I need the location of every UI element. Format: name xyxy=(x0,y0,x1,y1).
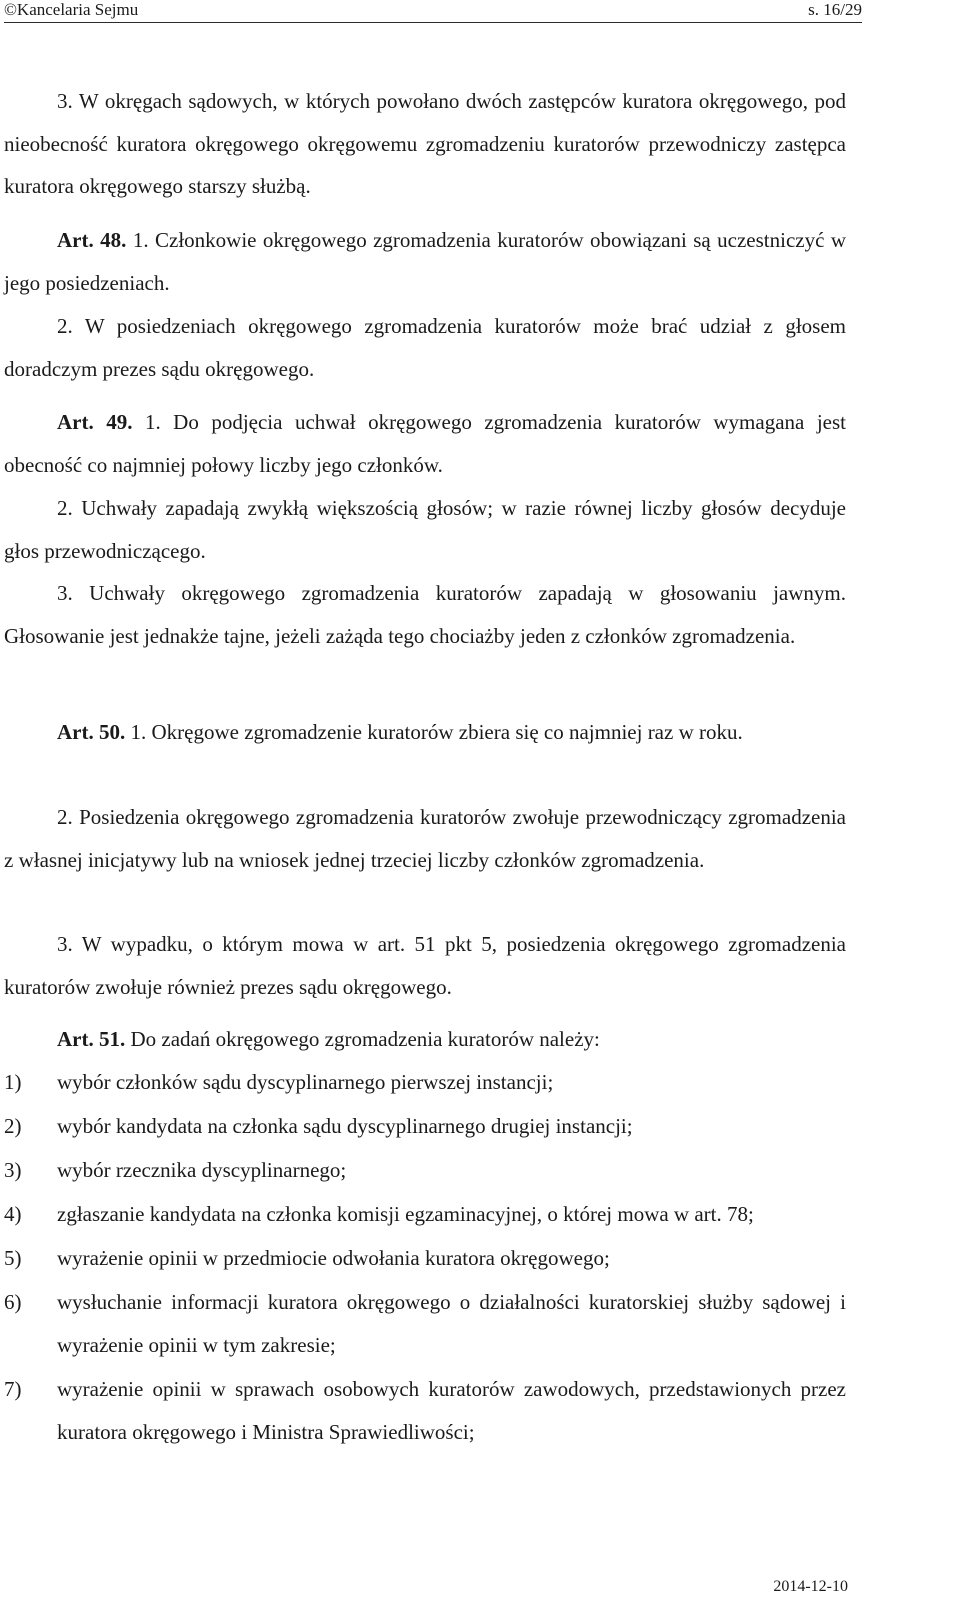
art49-label: Art. 49. xyxy=(57,410,133,434)
art48-text-1: 1. Członkowie okręgowego zgromadzenia kuratorów obowiązani są uczestniczyć w jego posiedzeniach. xyxy=(4,228,847,295)
list-item-number: 6) xyxy=(4,1290,22,1314)
list-item-text: wyrażenie opinii w sprawach osobowych kuratorów zawodowych, przedstawionych przez kuratora okręgowego i Ministra Sprawiedliwości; xyxy=(57,1377,846,1444)
art48-label: Art. 48. xyxy=(57,228,127,252)
list-item-text: wybór kandydata na członka sądu dyscyplinarnego drugiej instancji; xyxy=(57,1114,633,1138)
list-item-text: wybór rzecznika dyscyplinarnego; xyxy=(57,1158,347,1182)
page-header xyxy=(4,0,862,22)
list-item xyxy=(4,1193,846,1236)
art49-text-1: 1. Do podjęcia uchwał okręgowego zgromadzenia kuratorów wymagana jest obecność co najmniej połowy liczby jego członków. xyxy=(4,410,847,477)
art50-label: Art. 50. xyxy=(57,720,126,744)
art51-intro-text: Do zadań okręgowego zgromadzenia kuratorów należy: xyxy=(125,1027,600,1051)
art50-paragraph-2: 2. Posiedzenia okręgowego zgromadzenia kuratorów zwołuje przewodniczący zgromadzenia z własnej inicjatywy lub na wniosek jednej trzeciej liczby członków zgromadzenia. xyxy=(4,805,846,872)
list-item xyxy=(4,1237,846,1280)
art47-paragraph-3: 3. W okręgach sądowych, w których powołano dwóch zastępców kuratora okręgowego, pod nieobecność kuratora okręgowego okręgowemu zgromadzeniu kuratorów przewodniczy zastępca kuratora okręgowego starszy służbą. xyxy=(4,89,846,198)
list-item-number: 3) xyxy=(4,1158,22,1182)
art49-paragraph-1 xyxy=(4,401,846,486)
list-item-text: wysłuchanie informacji kuratora okręgowego o działalności kuratorskiej służby sądowej i wyrażenie opinii w tym zakresie; xyxy=(57,1290,846,1357)
list-item-text: wybór członków sądu dyscyplinarnego pierwszej instancji; xyxy=(57,1070,554,1094)
art50-paragraph-1 xyxy=(4,711,846,754)
header-page-number: s. 16/29 xyxy=(808,0,862,19)
list-item-number: 2) xyxy=(4,1114,22,1138)
art48-paragraph-2: 2. W posiedzeniach okręgowego zgromadzenia kuratorów może brać udział z głosem doradczym prezes sądu okręgowego. xyxy=(4,314,846,381)
art50-paragraph-3: 3. W wypadku, o którym mowa w art. 51 pkt 5, posiedzenia okręgowego zgromadzenia kuratorów zwołuje również prezes sądu okręgowego. xyxy=(4,932,846,999)
list-item xyxy=(4,1149,846,1192)
list-item xyxy=(4,1105,846,1148)
art51-task-list xyxy=(4,1061,846,1455)
header-divider xyxy=(4,22,862,23)
list-item xyxy=(4,1281,846,1367)
list-item-number: 4) xyxy=(4,1202,22,1226)
list-item xyxy=(4,1368,846,1454)
list-item-text: wyrażenie opinii w przedmiocie odwołania kuratora okręgowego; xyxy=(57,1246,610,1270)
list-item xyxy=(4,1061,846,1104)
art49-paragraph-2: 2. Uchwały zapadają zwykłą większością głosów; w razie równej liczby głosów decyduje głos przewodniczącego. xyxy=(4,496,846,563)
art51-intro xyxy=(4,1018,846,1061)
list-item-number: 1) xyxy=(4,1070,22,1094)
art50-text-1: 1. Okręgowe zgromadzenie kuratorów zbiera się co najmniej raz w roku. xyxy=(125,720,743,744)
header-source: ©Kancelaria Sejmu xyxy=(4,0,139,19)
footer-date: 2014-12-10 xyxy=(773,1578,848,1595)
art51-label: Art. 51. xyxy=(57,1027,126,1051)
list-item-number: 7) xyxy=(4,1377,22,1401)
art48-paragraph-1 xyxy=(4,219,846,304)
list-item-text: zgłaszanie kandydata na członka komisji egzaminacyjnej, o której mowa w art. 78; xyxy=(57,1202,754,1226)
art49-paragraph-3: 3. Uchwały okręgowego zgromadzenia kuratorów zapadają w głosowaniu jawnym. Głosowanie jest jednakże tajne, jeżeli zażąda tego chociażby jeden z członków zgromadzenia. xyxy=(4,581,846,648)
list-item-number: 5) xyxy=(4,1246,22,1270)
